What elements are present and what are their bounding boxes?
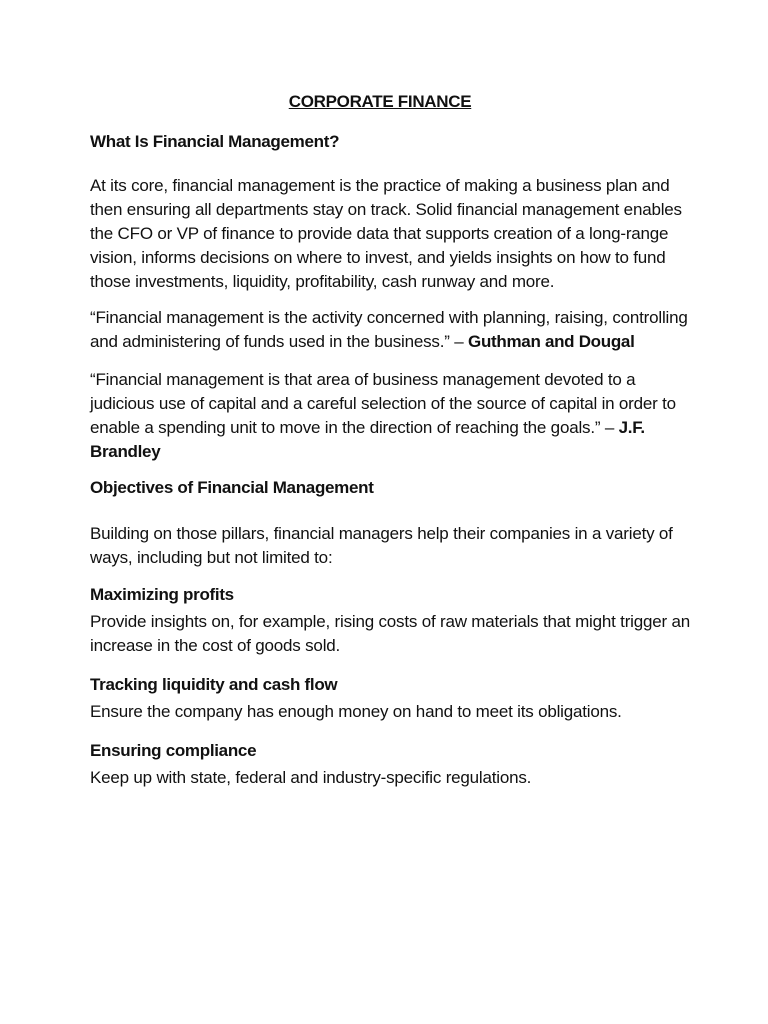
- objective-title: Ensuring compliance: [90, 741, 257, 760]
- objective-item: [90, 674, 690, 724]
- quote-2: [90, 368, 690, 464]
- quote-2-author: J.F. Brandley: [90, 418, 645, 461]
- objective-title: Maximizing profits: [90, 585, 234, 604]
- quote-1-author: Guthman and Dougal: [468, 332, 635, 351]
- objective-item: [90, 584, 690, 658]
- objectives-intro: Building on those pillars, financial managers help their companies in a variety of ways, including but not limited to:: [90, 524, 673, 567]
- objective-title: Tracking liquidity and cash flow: [90, 675, 338, 694]
- objective-body: Keep up with state, federal and industry-specific regulations.: [90, 768, 532, 787]
- document-title: CORPORATE FINANCE: [288, 92, 472, 111]
- intro-paragraph: At its core, financial management is the practice of making a business plan and then ensuring all departments stay on track. Solid financial management enables the CFO or VP of finance to provide data that supports creation of a long-range vision, informs decisions on where to invest, and yields insights on how to fund those investments, liquidity, profitability, cash runway and more.: [90, 176, 682, 291]
- objective-body: Ensure the company has enough money on hand to meet its obligations.: [90, 702, 622, 721]
- section-heading-objectives: Objectives of Financial Management: [90, 478, 374, 497]
- objective-item: [90, 740, 690, 790]
- objective-body: Provide insights on, for example, rising costs of raw materials that might trigger an increase in the cost of goods sold.: [90, 612, 690, 655]
- section-heading-what-is: What Is Financial Management?: [90, 132, 340, 151]
- document-page: [90, 92, 690, 806]
- quote-1: [90, 306, 690, 354]
- quote-1-text: “Financial management is the activity concerned with planning, raising, controlling and administering of funds used in the business.” –: [90, 308, 688, 351]
- quote-2-text: “Financial management is that area of business management devoted to a judicious use of capital and a careful selection of the source of capital in order to enable a spending unit to move in the direction of reaching the goals.” –: [90, 370, 676, 437]
